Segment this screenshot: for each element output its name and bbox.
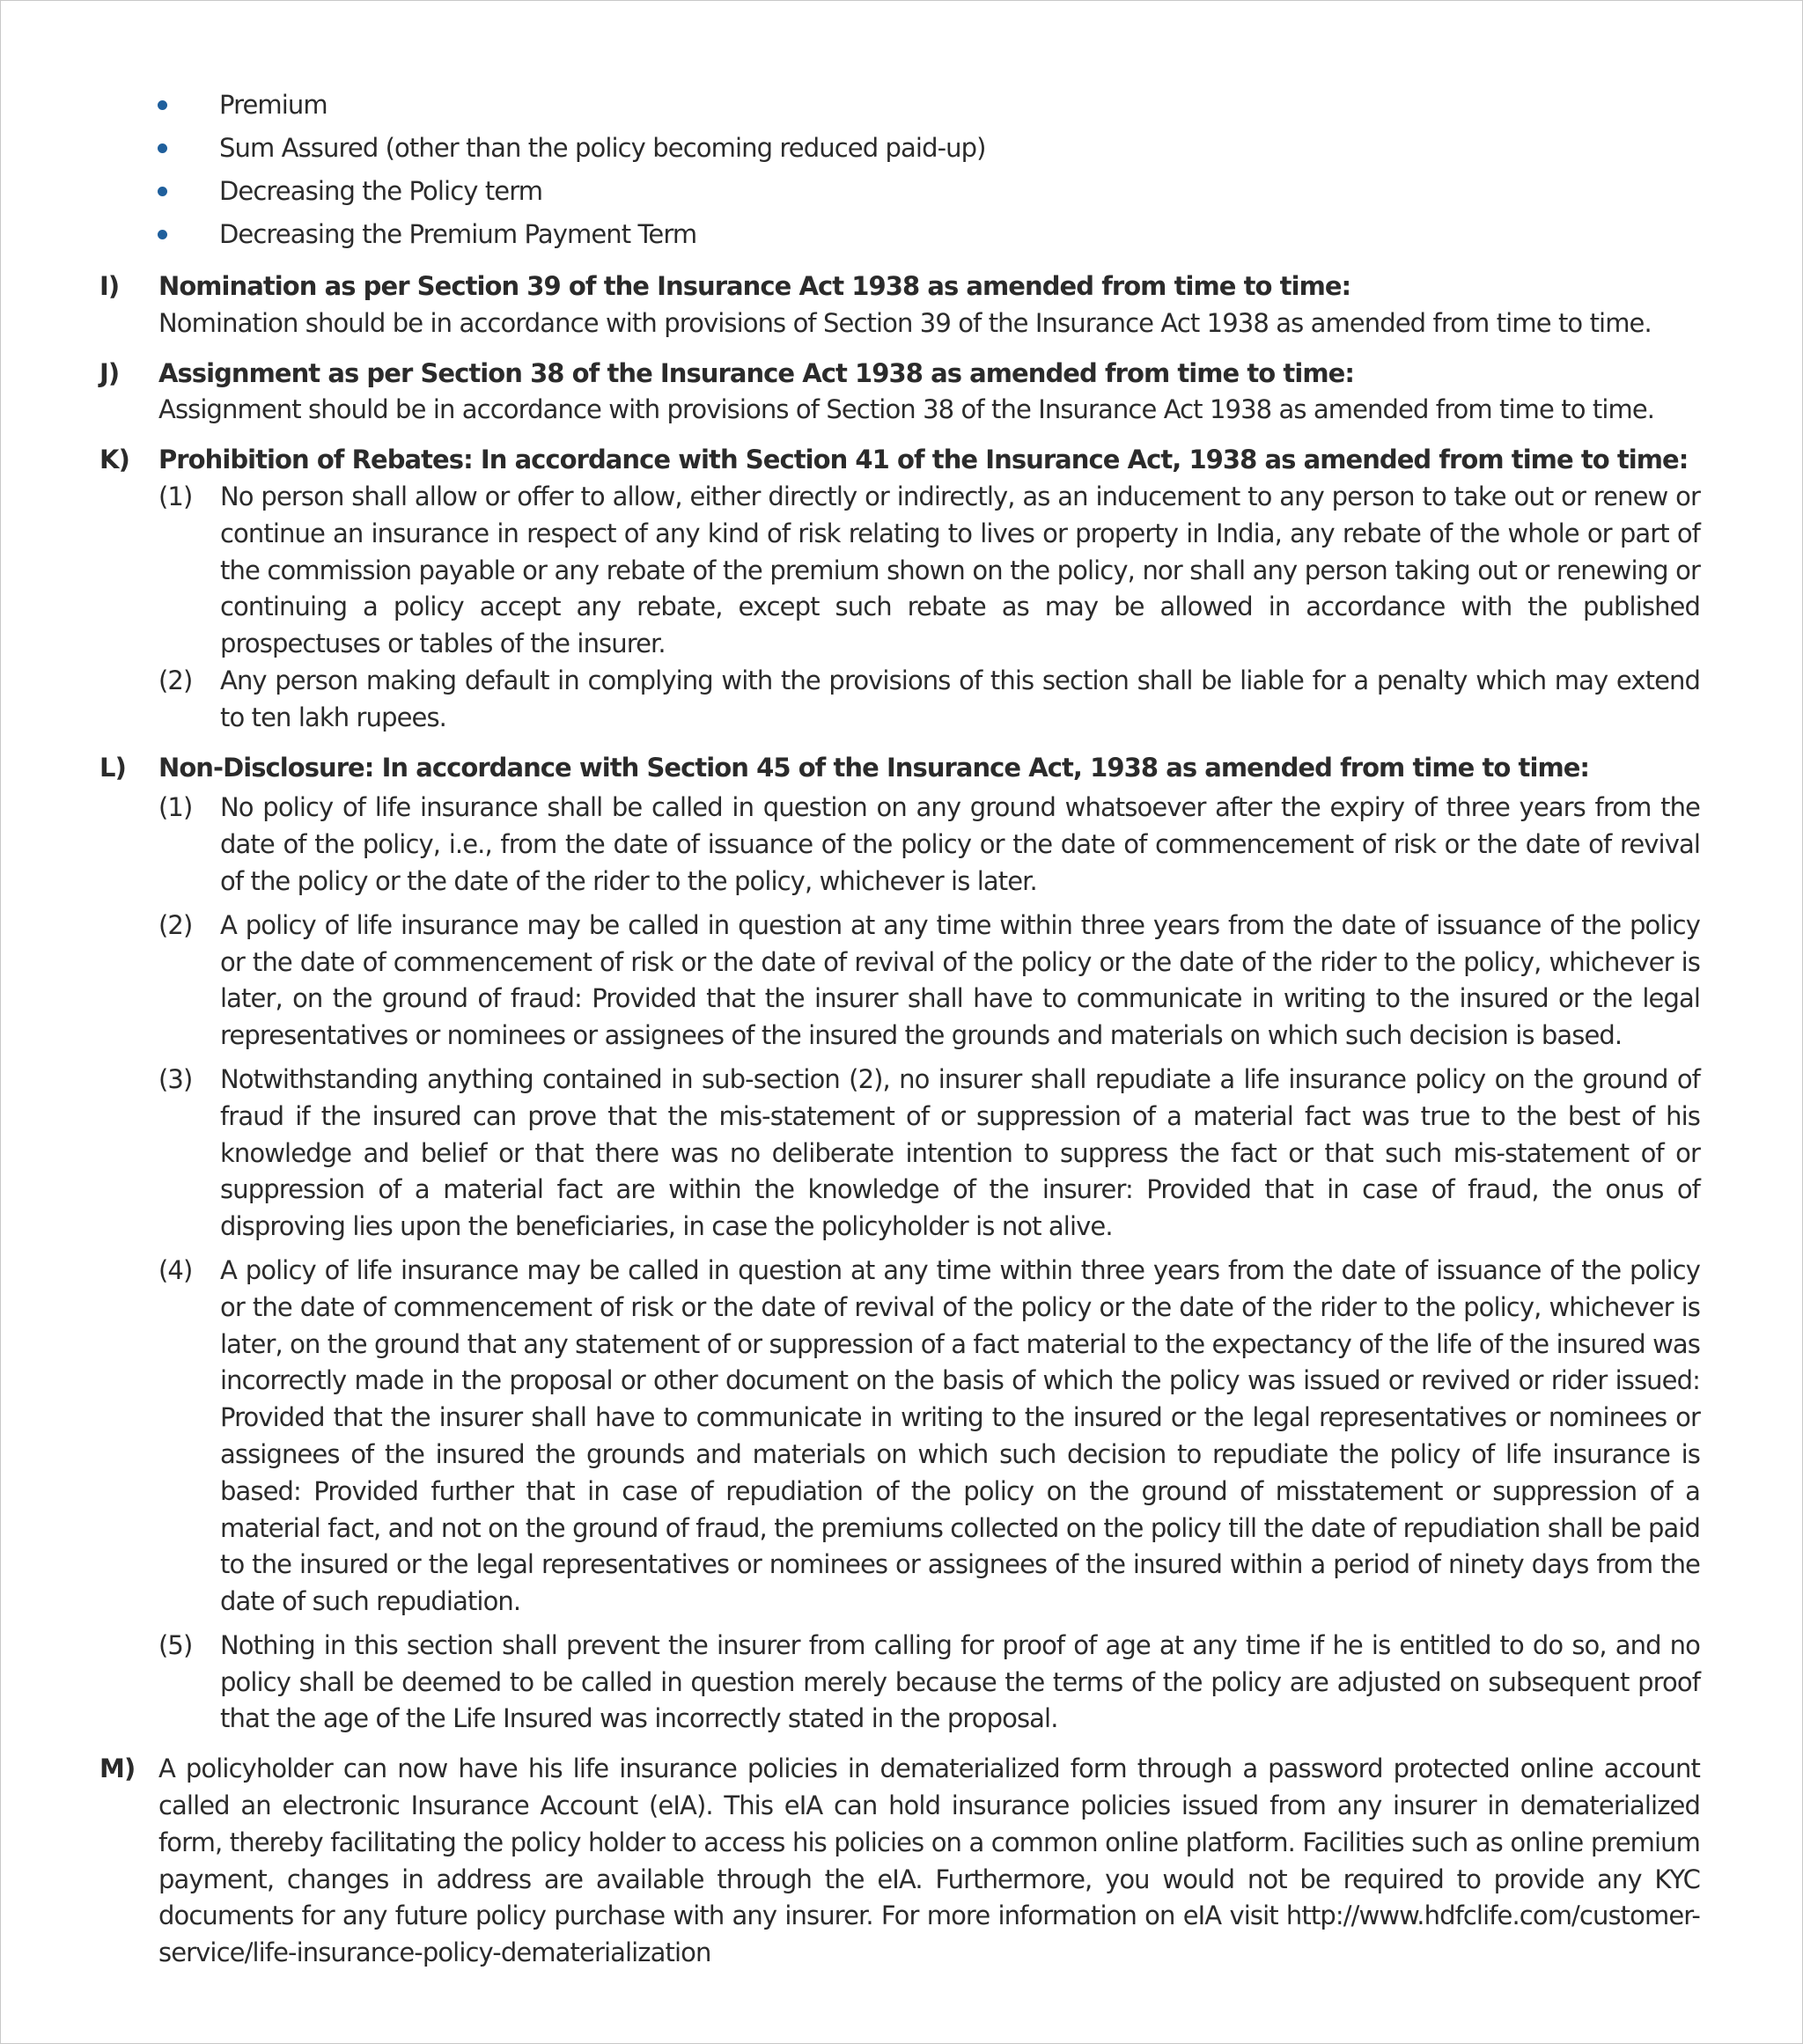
list-item xyxy=(99,84,1700,127)
section-prohibition-of-rebates xyxy=(99,442,1700,736)
document-content xyxy=(99,84,1700,1972)
clause-number: (2) xyxy=(158,909,193,940)
section-title: Prohibition of Rebates: In accordance with Section 41 of the Insurance Act, 1938 as amended from time to time: xyxy=(158,445,1689,475)
section-body: A policyholder can now have his life insurance policies in dematerialized form through a password protected online account called an electronic Insurance Account (eIA). This eIA can hold insurance policies issued from any insurer in dematerialized form, thereby facilitating the policy holder to access his policies on a common online platform. Facilities such as online premium payment, changes in address are available through the eIA. Furthermore, you would not be required to provide any KYC documents for any future policy purchase with any insurer. For more information on eIA visit http://www.hdfclife.com/customer-service/life-insurance-policy-dematerialization xyxy=(158,1754,1700,1968)
section-non-disclosure xyxy=(99,750,1700,1739)
clause xyxy=(158,479,1700,663)
list-item-text: Decreasing the Premium Payment Term xyxy=(219,219,697,249)
clause-number: (2) xyxy=(158,665,193,695)
section-assignment xyxy=(99,356,1700,430)
list-item xyxy=(99,127,1700,170)
clause xyxy=(158,908,1700,1055)
clause xyxy=(158,1253,1700,1621)
clause-number: (5) xyxy=(158,1629,193,1660)
bullet-icon xyxy=(158,100,167,110)
section-title: Nomination as per Section 39 of the Insurance Act 1938 as amended from time to time: xyxy=(158,271,1351,301)
list-item-text: Decreasing the Policy term xyxy=(219,176,543,206)
section-label: K) xyxy=(99,445,129,475)
clause xyxy=(158,1628,1700,1738)
change-options-list xyxy=(99,84,1700,256)
clause-text: A policy of life insurance may be called in question at any time within three years from the date of issuance of the policy or the date of commencement of risk or the date of revival of the policy or the date of the rider to the policy, whichever is later, on the ground of fraud: Provided that the insurer shall have to communicate in writing to the insured or the legal representatives or nominees or assignees of the insured the grounds and materials on which such decision is based. xyxy=(220,909,1700,1051)
section-label: L) xyxy=(99,752,126,783)
clause-text: Notwithstanding anything contained in sub-section (2), no insurer shall repudiate a life insurance policy on the ground of fraud if the insured can prove that the mis-statement of or suppression of a material fact was true to the best of his knowledge and belief or that there was no deliberate intention to suppress the fact or that such mis-statement of or suppression of a material fact are within the knowledge of the insurer: Provided that in case of fraud, the onus of disproving lies upon the beneficiaries, in case the policyholder is not alive. xyxy=(220,1063,1700,1242)
bullet-icon xyxy=(158,143,167,153)
clause-text: Nothing in this section shall prevent the insurer from calling for proof of age at any time if he is entitled to do so, and no policy shall be deemed to be called in question merely because the terms of the policy are adjusted on subsequent proof that the age of the Life Insured was incorrectly stated in the proposal. xyxy=(220,1629,1700,1734)
clause-number: (3) xyxy=(158,1063,193,1094)
section-label: M) xyxy=(99,1754,136,1784)
section-title: Non-Disclosure: In accordance with Section 45 of the Insurance Act, 1938 as amended from time to time: xyxy=(158,752,1590,783)
section-body: Nomination should be in accordance with provisions of Section 39 of the Insurance Act 1938 as amended from time to time. xyxy=(158,307,1652,338)
clause xyxy=(158,1062,1700,1246)
clause-number: (4) xyxy=(158,1254,193,1285)
clause-text: No policy of life insurance shall be called in question on any ground whatsoever after the expiry of three years from the date of the policy, i.e., from the date of issuance of the policy or the date of commencement of risk or the date of revival of the policy or the date of the rider to the policy, whichever is later. xyxy=(220,792,1700,896)
section-electronic-insurance-account xyxy=(99,1751,1700,1972)
list-item xyxy=(99,213,1700,256)
clause-number: (1) xyxy=(158,792,193,823)
list-item xyxy=(99,170,1700,213)
list-item-text: Sum Assured (other than the policy becoming reduced paid-up) xyxy=(219,133,986,163)
clause-text: A policy of life insurance may be called in question at any time within three years from the date of issuance of the policy or the date of commencement of risk or the date of revival of the policy or the date of the rider to the policy, whichever is later, on the ground that any statement of or suppression of a fact material to the expectancy of the life of the insured was incorrectly made in the proposal or other document on the basis of which the policy was issued or revived or rider issued: Provided that the insurer shall have to communicate in writing to the insured or the legal representatives or nominees or assignees of the insured the grounds and materials on which such decision to repudiate the policy of life insurance is based: Provided further that in case of repudiation of the policy on the ground of misstatement or suppression of a material fact, and not on the ground of fraud, the premiums collected on the policy till the date of repudiation shall be paid to the insured or the legal representatives or nominees or assignees of the insured within a period of ninety days from the date of such repudiation. xyxy=(220,1254,1700,1617)
clause xyxy=(158,663,1700,737)
section-body: Assignment should be in accordance with provisions of Section 38 of the Insurance Act 1938 as amended from time to time. xyxy=(158,394,1655,425)
bullet-icon xyxy=(158,230,167,239)
clause-number: (1) xyxy=(158,481,193,511)
clause-text: Any person making default in complying with the provisions of this section shall be liable for a penalty which may extend to ten lakh rupees. xyxy=(220,665,1700,732)
clause xyxy=(158,790,1700,900)
section-label: J) xyxy=(99,357,120,388)
section-title: Assignment as per Section 38 of the Insurance Act 1938 as amended from time to time: xyxy=(158,357,1354,388)
list-item-text: Premium xyxy=(219,90,327,120)
section-label: I) xyxy=(99,271,120,301)
bullet-icon xyxy=(158,187,167,196)
section-nomination xyxy=(99,268,1700,342)
clause-text: No person shall allow or offer to allow, either directly or indirectly, as an inducement to any person to take out or renew or continue an insurance in respect of any kind of risk relating to lives or property in India, any rebate of the whole or part of the commission payable or any rebate of the premium shown on the policy, nor shall any person taking out or renewing or continuing a policy accept any rebate, except such rebate as may be allowed in accordance with the published prospectuses or tables of the insurer. xyxy=(220,481,1700,659)
